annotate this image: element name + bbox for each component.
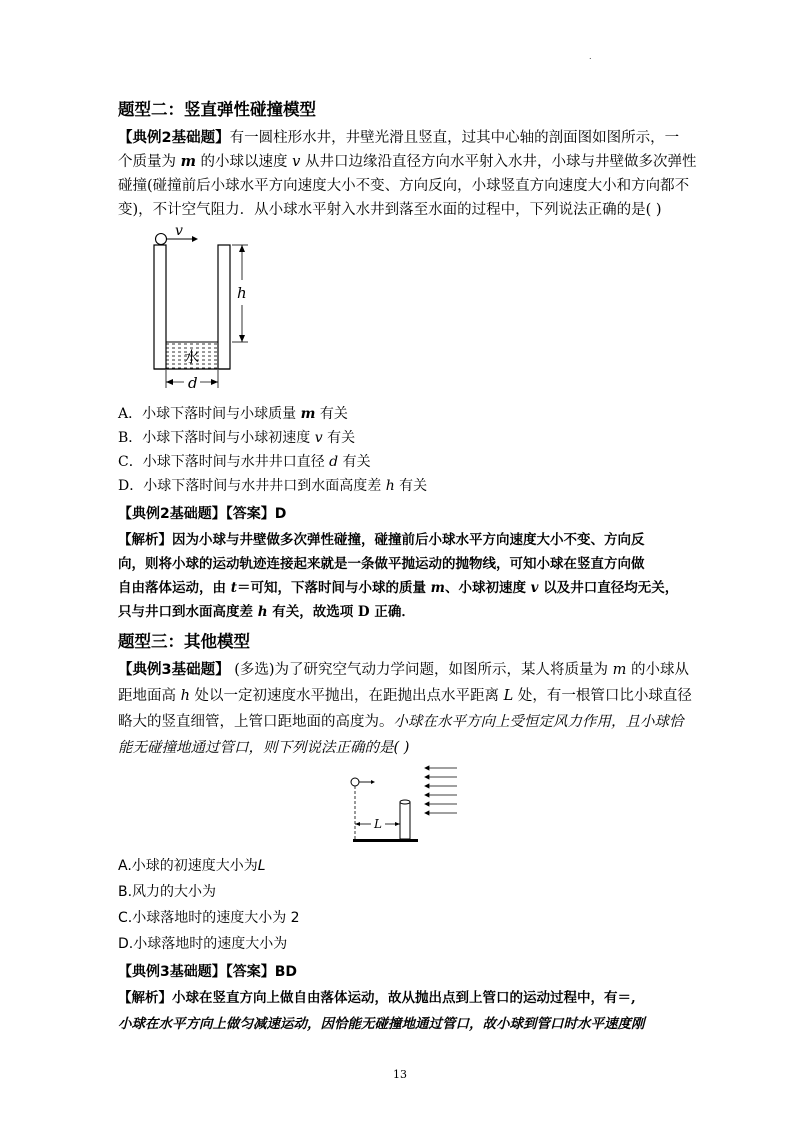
example2-explanation-line2: 向，则将小球的运动轨迹连接起来就是一条做平抛运动的抛物线，可知小球在竖直方向做 [118, 556, 645, 572]
example3-option-b: B.风力的大小为 [118, 884, 217, 900]
example2-line3: 碰撞(碰撞前后小球水平方向速度大小不变、方向反向，小球竖直方向速度大小和方向都不 [118, 178, 690, 194]
example2-explanation-line1: 【解析】因为小球与井壁做多次弹性碰撞，碰撞前后小球水平方向速度大小不变、方向反 [118, 532, 645, 548]
option-c: C．小球下落时间与水井井口直径 d 有关 [118, 454, 371, 470]
water-label: 水 [184, 348, 200, 366]
decorative-dot: . [589, 52, 592, 61]
velocity-label: v [175, 223, 183, 239]
well-diagram [148, 222, 258, 397]
section2-title: 题型二：竖直弹性碰撞模型 [118, 100, 316, 119]
ball-icon [351, 778, 359, 786]
wind-tube-diagram [345, 762, 460, 848]
example3-option-d: D.小球落地时的速度大小为 [118, 936, 288, 952]
tube [400, 802, 410, 839]
example3-option-a: A.小球的初速度大小为L [118, 858, 266, 874]
example2-explanation-line3: 自由落体运动，由 t＝可知，下落时间与小球的质量 m、小球初速度 v 以及井口直径均无关， [118, 580, 679, 596]
example3-line3: 略大的竖直细管，上管口距地面的高度为。小球在水平方向上受恒定风力作用，且小球恰 [118, 714, 684, 730]
page-number: 13 [393, 1068, 407, 1081]
option-d: D．小球下落时间与水井井口到水面高度差 h 有关 [118, 478, 428, 494]
option-b: B．小球下落时间与小球初速度 v 有关 [118, 430, 356, 446]
example3-option-c: C.小球落地时的速度大小为 2 [118, 910, 300, 926]
well-right-wall [218, 245, 230, 369]
example2-line4: 变)，不计空气阻力．从小球水平射入水井到落至水面的过程中，下列说法正确的是( ) [118, 202, 662, 218]
example3-explanation-line2: 小球在水平方向上做匀减速运动，因恰能无碰撞地通过管口，故小球到管口时水平速度刚 [118, 1016, 645, 1032]
example2-line1: 【典例2基础题】有一圆柱形水井，井壁光滑且竖直，过其中心轴的剖面图如图所示，一 [118, 130, 680, 146]
example3-answer: 【典例3基础题】【答案】BD [118, 964, 298, 980]
example2-answer: 【典例2基础题】【答案】D [118, 506, 287, 522]
example2-tag: 【典例2基础题】 [118, 130, 230, 146]
wind-arrows [425, 766, 457, 815]
example2-explanation-line4: 只与井口到水面高度差 h 有关，故选项 D 正确． [118, 604, 415, 620]
example2-line2: 个质量为 m 的小球以速度 v 从井口边缘沿直径方向水平射入水井，小球与井壁做多次弹性 [118, 153, 697, 170]
section3-title: 题型三：其他模型 [118, 632, 250, 651]
height-label: h [237, 284, 247, 302]
example3-line1: 【典例3基础题】 (多选)为了研究空气动力学问题，如图所示，某人将质量为 m 的小球从 [118, 662, 689, 678]
well-left-wall [154, 245, 166, 369]
diameter-label: d [188, 374, 198, 392]
option-a: A．小球下落时间与小球质量 m 有关 [118, 406, 348, 422]
example3-line4: 能无碰撞地通过管口，则下列说法正确的是( ) [118, 740, 410, 756]
example3-line2: 距地面高 h 处以一定初速度水平抛出，在距抛出点水平距离 L 处，有一根管口比小球直径 [118, 688, 692, 704]
example3-explanation-line1: 【解析】小球在竖直方向上做自由落体运动，故从抛出点到上管口的运动过程中，有＝, [118, 990, 636, 1006]
distance-label: L [374, 817, 382, 831]
ball-icon [156, 234, 167, 245]
